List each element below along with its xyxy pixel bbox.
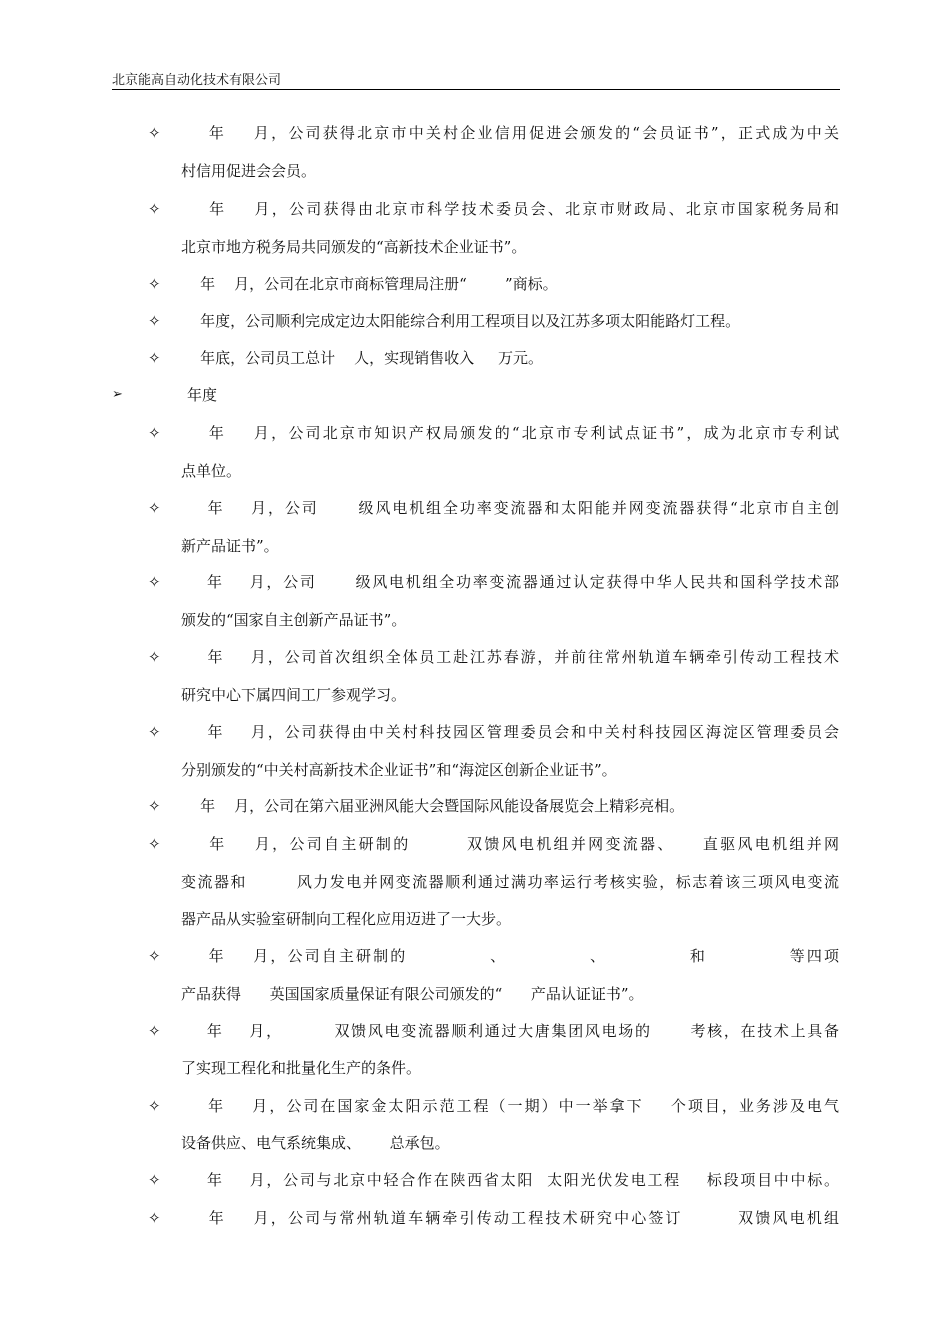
bullet-icon: ✧ <box>148 312 161 330</box>
item-line: 新产品证书”。 <box>181 537 279 555</box>
bullet-icon: ✧ <box>148 1171 161 1189</box>
item-line: 年 月，公司获得由中关村科技园区管理委员会和中关村科技园区海淀区管理委员会 <box>181 723 839 741</box>
item-line: 颁发的“国家自主创新产品证书”。 <box>181 611 407 629</box>
bullet-icon: ✧ <box>148 499 161 517</box>
bullet-icon: ✧ <box>148 723 161 741</box>
item-line: 产品获得 英国国家质量保证有限公司颁发的“ 产品认证证书”。 <box>181 985 644 1003</box>
item-line: 村信用促进会会员。 <box>181 162 317 180</box>
bullet-icon: ✧ <box>148 797 161 815</box>
item-line: 年底，公司员工总计 人，实现销售收入 万元。 <box>181 349 543 367</box>
item-line: 点单位。 <box>181 462 242 480</box>
item-line: 年 月，公司在第六届亚洲风能大会暨国际风能设备展览会上精彩亮相。 <box>181 797 685 815</box>
item-line: 年 月，公司 级风电机组全功率变流器通过认定获得中华人民共和国科学技术部 <box>181 573 839 591</box>
bullet-icon: ✧ <box>148 573 161 591</box>
item-line: 年 月， 双馈风电变流器顺利通过大唐集团风电场的 考核，在技术上具备 <box>181 1022 839 1040</box>
item-line: 器产品从实验室研制向工程化应用迈进了一大步。 <box>181 910 512 928</box>
section-arrow-icon: ➢ <box>112 387 123 402</box>
item-line: 变流器和 风力发电并网变流器顺利通过满功率运行考核实验，标志着该三项风电变流 <box>181 873 839 891</box>
item-line: 年 月，公司自主研制的 、 、 和 等四项 <box>181 947 839 965</box>
section-label: 年度 <box>187 386 218 404</box>
item-line: 研究中心下属四间工厂参观学习。 <box>181 686 407 704</box>
item-line: 年 月，公司与常州轨道车辆牵引传动工程技术研究中心签订 双馈风电机组 <box>181 1209 839 1227</box>
item-line: 设备供应、电气系统集成、 总承包。 <box>181 1134 450 1152</box>
company-name: 北京能高自动化技术有限公司 <box>112 73 282 88</box>
bullet-icon: ✧ <box>148 200 161 218</box>
item-line: 年 月，公司在国家金太阳示范工程（一期）中一举拿下 个项目，业务涉及电气 <box>181 1097 839 1115</box>
item-line: 年 月，公司在北京市商标管理局注册“ ”商标。 <box>181 275 558 293</box>
item-line: 年 月，公司首次组织全体员工赴江苏春游，并前往常州轨道车辆牵引传动工程技术 <box>181 648 839 666</box>
bullet-icon: ✧ <box>148 275 161 293</box>
item-line: 年度，公司顺利完成定边太阳能综合利用工程项目以及江苏多项太阳能路灯工程。 <box>181 312 741 330</box>
bullet-icon: ✧ <box>148 648 161 666</box>
bullet-icon: ✧ <box>148 349 161 367</box>
bullet-icon: ✧ <box>148 124 161 142</box>
item-line: 年 月，公司获得北京市中关村企业信用促进会颁发的“会员证书”，正式成为中关 <box>181 124 839 142</box>
item-line: 年 月，公司获得由北京市科学技术委员会、北京市财政局、北京市国家税务局和 <box>181 200 839 218</box>
bullet-icon: ✧ <box>148 1097 161 1115</box>
item-line: 年 月，公司自主研制的 双馈风电机组并网变流器、 直驱风电机组并网 <box>181 835 839 853</box>
bullet-icon: ✧ <box>148 424 161 442</box>
item-line: 年 月，公司 级风电机组全功率变流器和太阳能并网变流器获得“北京市自主创 <box>181 499 839 517</box>
bullet-icon: ✧ <box>148 835 161 853</box>
item-line: 年 月，公司与北京中轻合作在陕西省太阳 太阳光伏发电工程 标段项目中中标。 <box>181 1171 839 1189</box>
item-line: 分别颁发的“中关村高新技术企业证书”和“海淀区创新企业证书”。 <box>181 761 617 779</box>
item-line: 北京市地方税务局共同颁发的“高新技术企业证书”。 <box>181 238 527 256</box>
bullet-icon: ✧ <box>148 1022 161 1040</box>
bullet-icon: ✧ <box>148 947 161 965</box>
item-line: 了实现工程化和批量化生产的条件。 <box>181 1059 422 1077</box>
item-line: 年 月，公司北京市知识产权局颁发的“北京市专利试点证书”，成为北京市专利试 <box>181 424 839 442</box>
bullet-icon: ✧ <box>148 1209 161 1227</box>
